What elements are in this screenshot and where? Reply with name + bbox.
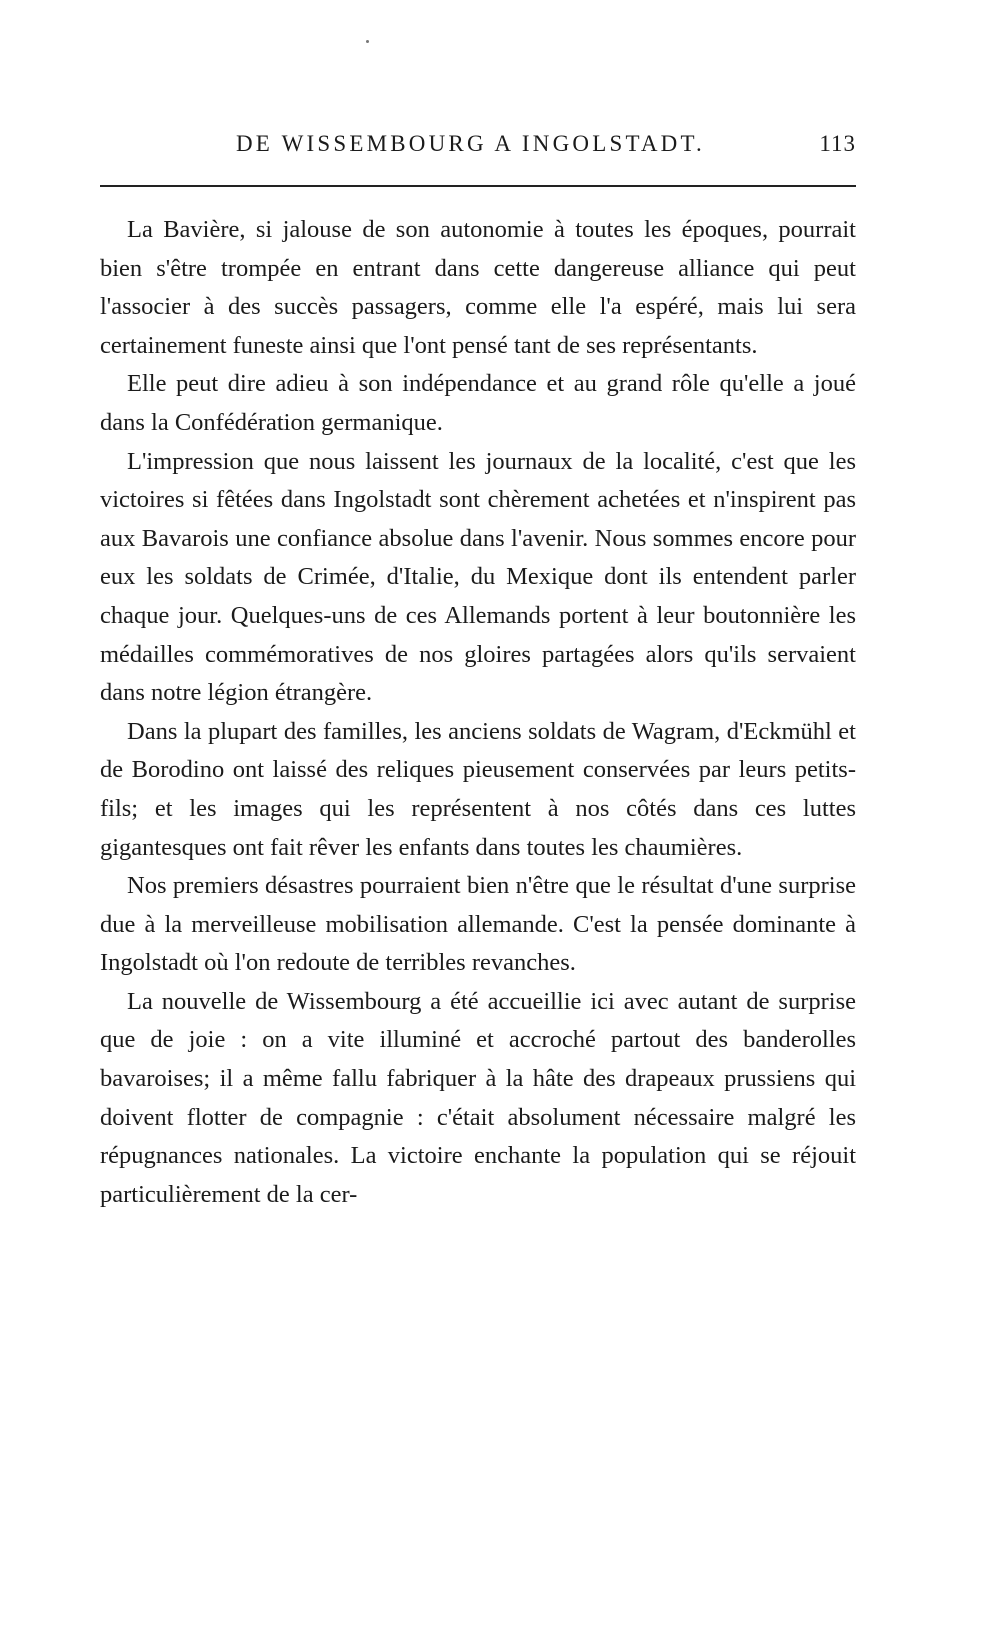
page-number: 113: [819, 131, 856, 156]
body-text: [100, 211, 856, 1214]
paragraph: L'impression que nous laissent les journaux de la localité, c'est que les victoires si fêtées dans Ingolstadt sont chèrement achetées et n'inspirent pas aux Bavarois une confiance absolue dans l'avenir. Nous sommes encore pour eux les soldats de Crimée, d'Italie, du Mexique dont ils entendent parler chaque jour. Quelques-uns de ces Allemands portent à leur boutonnière les médailles commémoratives de nos gloires partagées alors qu'ils servaient dans notre légion étrangère.: [100, 447, 856, 707]
running-head: [104, 131, 856, 163]
paragraph: La nouvelle de Wissembourg a été accueillie ici avec autant de surprise que de joie : on a vite illuminé et accroché partout des banderolles bavaroises; il a même fallu fabriquer à la hâte des drapeaux prussiens qui doivent flotter de compagnie : c'était absolument nécessaire malgré les répugnances nationales. La victoire enchante la population qui se réjouit particulièrement de la cer-: [100, 987, 856, 1208]
paragraph: La Bavière, si jalouse de son autonomie à toutes les époques, pourrait bien s'être trompée en entrant dans cette dangereuse alliance qui peut l'associer à des succès passagers, comme elle l'a espéré, mais lui sera certainement funeste ainsi que l'ont pensé tant de ses représentants.: [100, 216, 856, 359]
ink-speck: [366, 40, 369, 43]
running-title: DE WISSEMBOURG A INGOLSTADT.: [236, 131, 705, 156]
paragraph: Nos premiers désastres pourraient bien n'être que le résultat d'une surprise due à la merveilleuse mobilisation allemande. C'est la pensée dominante à Ingolstadt où l'on redoute de terribles revanches.: [100, 872, 856, 977]
paragraph: Dans la plupart des familles, les anciens soldats de Wagram, d'Eckmühl et de Borodino ont laissé des reliques pieusement conservées par leurs petits-fils; et les images qui les représentent à nos côtés dans ces luttes gigantesques ont fait rêver les enfants dans toutes les chaumières.: [100, 717, 856, 861]
header-rule: [100, 185, 856, 187]
paragraph: Elle peut dire adieu à son indépendance et au grand rôle qu'elle a joué dans la Confédération germanique.: [100, 370, 856, 436]
